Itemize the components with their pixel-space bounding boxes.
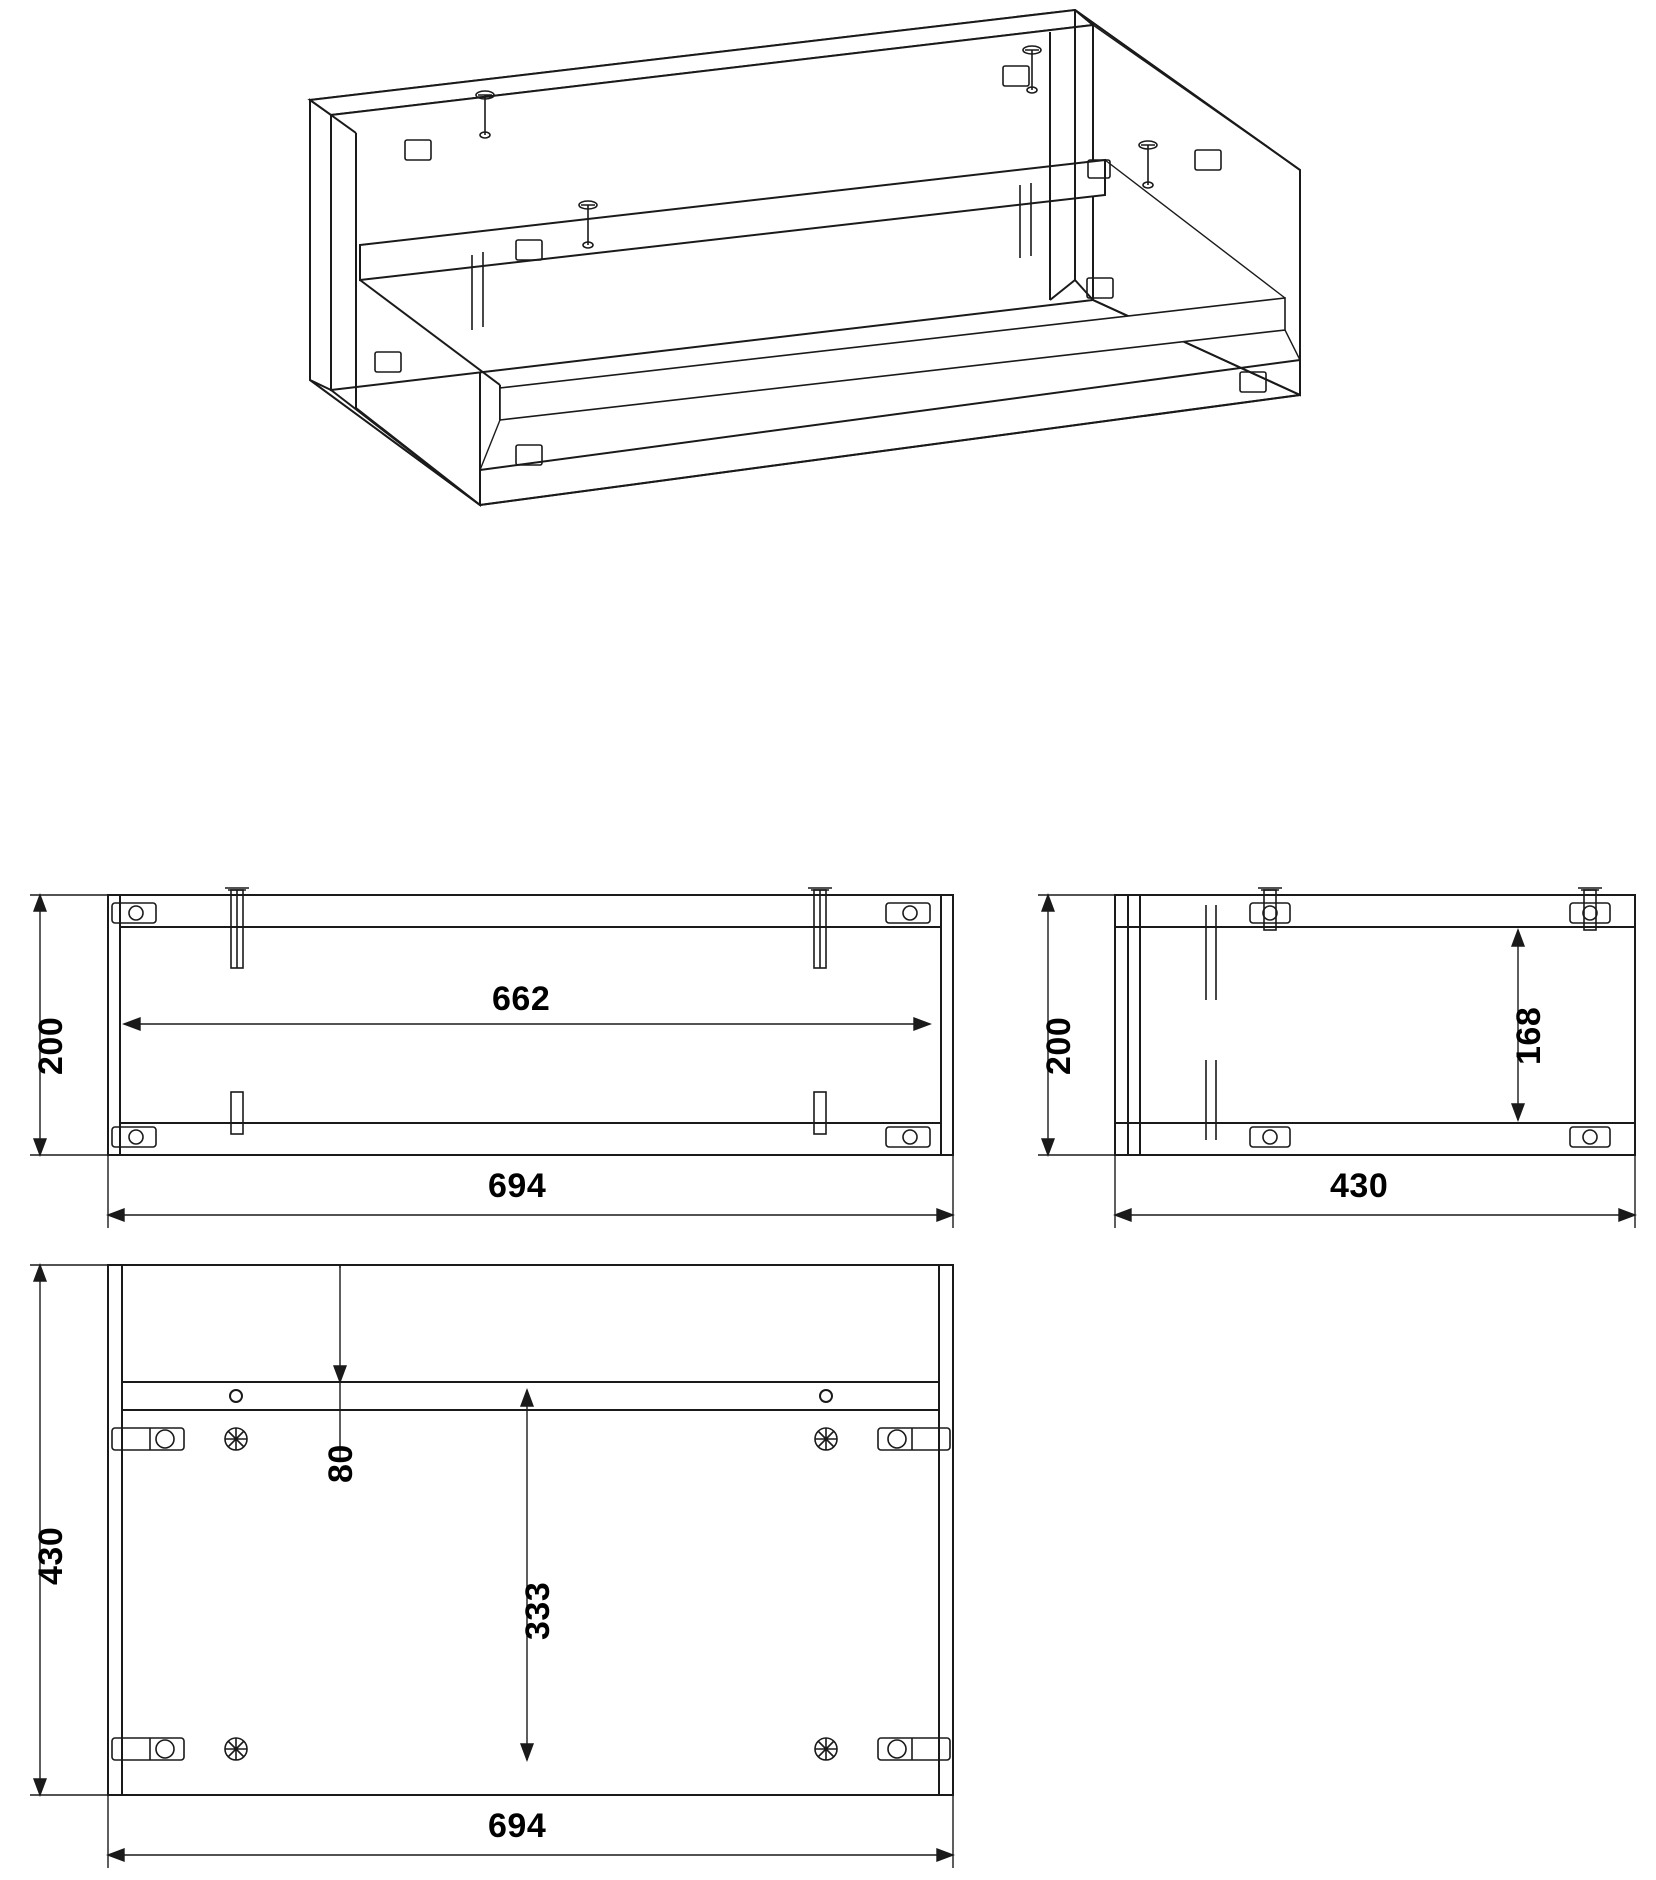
- dimension-side-inner-width: 168: [1510, 1006, 1548, 1065]
- dimension-front-total-width: 694: [488, 1167, 547, 1205]
- top-view: [30, 1265, 953, 1868]
- dimension-side-height: 200: [1040, 1016, 1078, 1075]
- dimension-top-offset: 80: [322, 1444, 360, 1483]
- dimension-top-total-width: 694: [488, 1807, 547, 1845]
- dimension-front-inner-width: 662: [492, 980, 551, 1018]
- dimension-front-height: 200: [32, 1016, 70, 1075]
- dimension-top-depth: 430: [32, 1526, 70, 1585]
- dimension-side-total-width: 430: [1330, 1167, 1389, 1205]
- dimension-top-inner-depth: 333: [519, 1581, 557, 1640]
- isometric-view: [310, 10, 1300, 505]
